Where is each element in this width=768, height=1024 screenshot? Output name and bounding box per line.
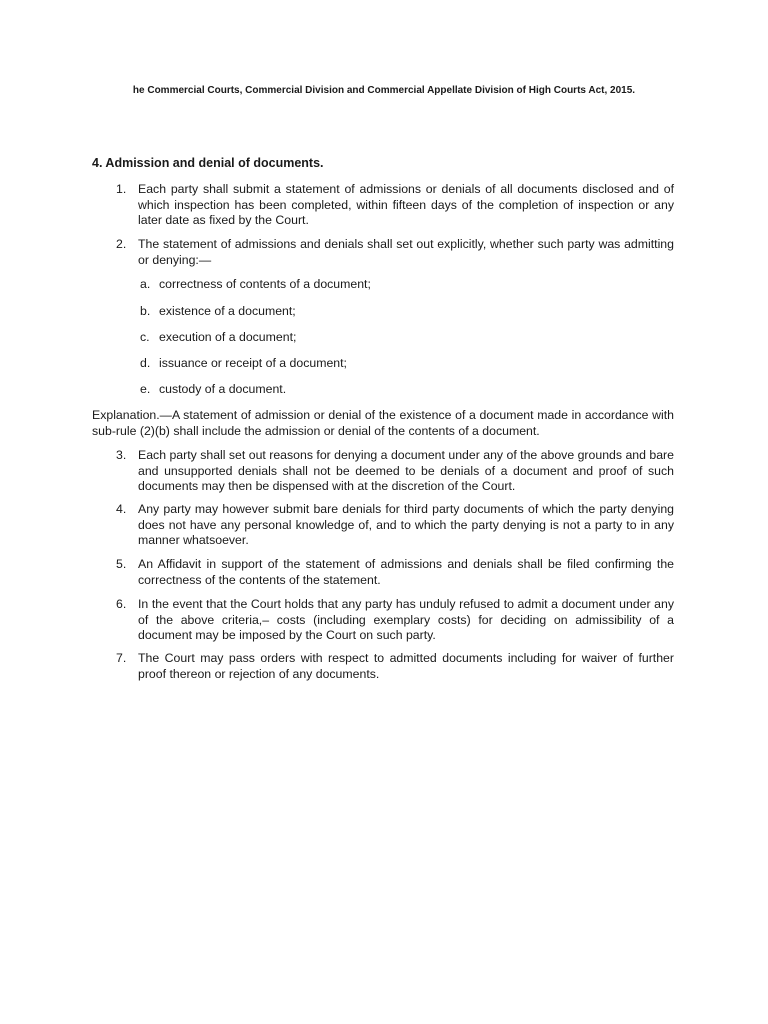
sub-item-text: custody of a document. <box>159 382 287 396</box>
rule-text: Each party shall set out reasons for denying a document under any of the above grounds and bare and unsupported denials shall not be deemed to be denials of a document and proof of such documents may then be dispensed with at the discretion of the Court. <box>138 448 674 493</box>
rule-item <box>116 182 674 229</box>
rule-number: 5. <box>116 557 127 571</box>
sub-item-text: execution of a document; <box>159 330 297 344</box>
sub-item-text: correctness of contents of a document; <box>159 277 371 291</box>
sub-item-letter: d. <box>140 356 151 370</box>
section-title: 4. Admission and denial of documents. <box>92 156 324 170</box>
rule-number: 4. <box>116 502 127 516</box>
rule-item <box>116 502 674 549</box>
rule-text: The Court may pass orders with respect to admitted documents including for waiver of further proof thereon or rejection of any documents. <box>138 651 674 681</box>
rule-number: 2. <box>116 237 127 251</box>
sub-item <box>140 382 286 398</box>
rule-number: 7. <box>116 651 127 665</box>
sub-item-text: existence of a document; <box>159 304 296 318</box>
rule-text: An Affidavit in support of the statement of admissions and denials shall be filed confirming the correctness of the contents of the statement. <box>138 557 674 587</box>
rule-number: 6. <box>116 597 127 611</box>
rule-item <box>116 651 674 682</box>
sub-item <box>140 356 347 372</box>
rule-item <box>116 448 674 495</box>
rule-item <box>116 237 674 268</box>
sub-item <box>140 330 296 346</box>
rule-text: The statement of admissions and denials shall set out explicitly, whether such party was admitting or denying:— <box>138 237 674 267</box>
rule-item <box>116 557 674 588</box>
sub-item <box>140 304 296 320</box>
sub-item-letter: e. <box>140 382 151 396</box>
explanation-paragraph: Explanation.—A statement of admission or denial of the existence of a document made in accordance with sub-rule (2)(b) shall include the admission or denial of the contents of a document. <box>92 408 674 438</box>
sub-item-text: issuance or receipt of a document; <box>159 356 347 370</box>
sub-item-letter: c. <box>140 330 150 344</box>
rule-number: 3. <box>116 448 127 462</box>
sub-item <box>140 277 371 293</box>
sub-item-letter: b. <box>140 304 151 318</box>
rule-item <box>116 597 674 644</box>
rule-number: 1. <box>116 182 127 196</box>
rule-text: In the event that the Court holds that any party has unduly refused to admit a document under any of the above criteria,– costs (including exemplary costs) for deciding on admissibility of a document may be imposed by the Court on such party. <box>138 597 674 642</box>
sub-item-letter: a. <box>140 277 151 291</box>
rule-text: Any party may however submit bare denials for third party documents of which the party denying does not have any personal knowledge of, and to which the party denying is not a party to in any manner whatsoever. <box>138 502 674 547</box>
act-header: he Commercial Courts, Commercial Division and Commercial Appellate Division of High Courts Act, 2015. <box>132 85 636 96</box>
rule-text: Each party shall submit a statement of admissions or denials of all documents disclosed and of which inspection has been completed, within fifteen days of the completion of inspection or any later date as fixed by the Court. <box>138 182 674 227</box>
